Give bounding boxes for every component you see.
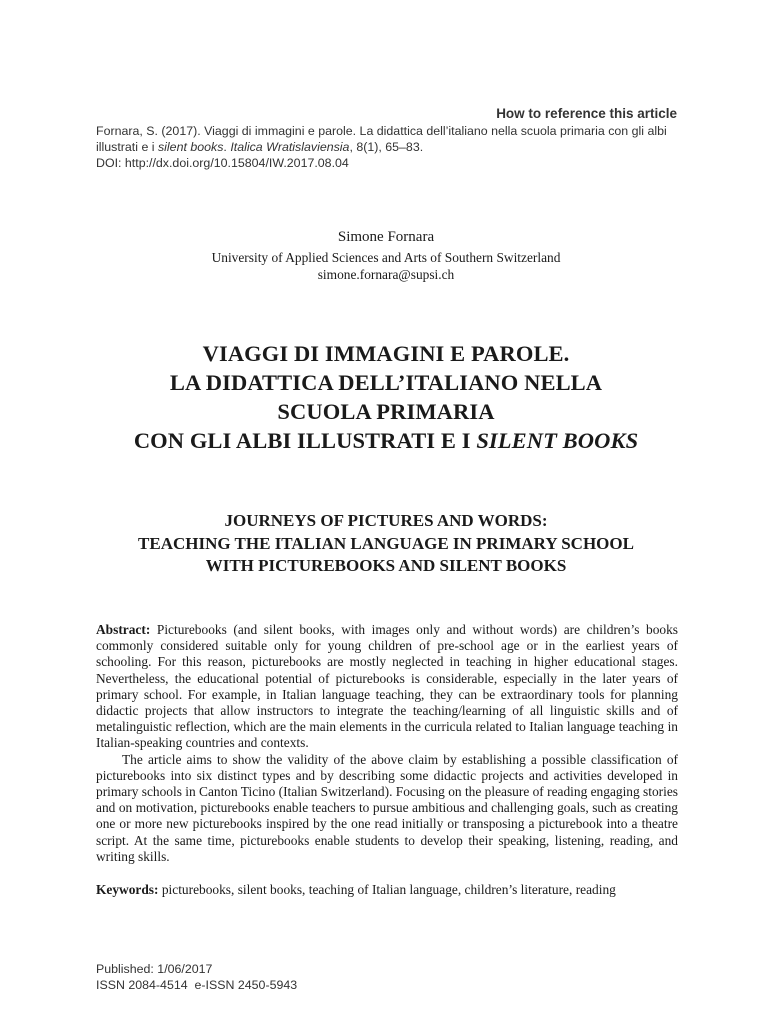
title-english bbox=[60, 510, 712, 578]
publication-info bbox=[96, 961, 297, 993]
author-affiliation: University of Applied Sciences and Arts of Southern Switzerland bbox=[211, 249, 561, 265]
title-it-line-1: VIAGGI DI IMMAGINI E PAROLE. bbox=[202, 341, 570, 366]
author-email[interactable]: simone.fornara@supsi.ch bbox=[317, 267, 455, 282]
keywords bbox=[96, 882, 678, 898]
title-en-line-1: JOURNEYS OF PICTURES AND WORDS: bbox=[224, 511, 548, 530]
title-it-line-4-italic: SILENT BOOKS bbox=[476, 428, 639, 453]
title-italian bbox=[60, 339, 712, 455]
title-it-line-4 bbox=[60, 426, 712, 455]
citation-text-3: , 8(1), 65–83. bbox=[349, 140, 424, 154]
citation-text-2: . bbox=[223, 140, 231, 154]
reference-heading: How to reference this article bbox=[496, 106, 677, 121]
title-en-line-3: WITH PICTUREBOOKS AND SILENT BOOKS bbox=[205, 556, 567, 575]
author-block bbox=[96, 229, 676, 284]
citation-text-1: Fornara, S. (2017). Viaggi di immagini e parole. La didattica dell’italiano nella scuola primaria con gli albi illustrati e i bbox=[96, 124, 667, 154]
title-en-line-2: TEACHING THE ITALIAN LANGUAGE IN PRIMARY SCHOOL bbox=[138, 533, 634, 553]
issn-line: ISSN 2084-4514 e-ISSN 2450-5943 bbox=[96, 978, 298, 992]
abstract-text-1: Picturebooks (and silent books, with images only and without words) are children’s books commonly considered suitable only for young children of pre-school age or in the earliest years of schooling. For this reason, picturebooks are mostly neglected in teaching in higher educational stages. Nevertheless, the educational potential of picturebooks is considerable, especially in the later years of primary school. For example, in Italian language teaching, they can be extraordinary tools for planning didactic projects that allow instructors to integrate the teaching/learning of all linguistic skills and of metalinguistic reflection, which are the main elements in the curricula related to Italian language teaching in Italian-speaking countries and contexts. bbox=[96, 622, 678, 751]
reference-doi[interactable]: DOI: http://dx.doi.org/10.15804/IW.2017.08.04 bbox=[96, 156, 349, 170]
published-date: Published: 1/06/2017 bbox=[96, 962, 213, 976]
title-it-line-2: LA DIDATTICA DELL’ITALIANO NELLA bbox=[169, 370, 603, 395]
abstract-paragraph-1 bbox=[96, 622, 678, 752]
title-it-line-3: SCUOLA PRIMARIA bbox=[277, 399, 495, 424]
title-it-line-4-prefix: CON GLI ALBI ILLUSTRATI E I bbox=[133, 428, 477, 453]
reference-citation-block bbox=[96, 123, 681, 171]
keywords-label: Keywords: bbox=[96, 882, 159, 897]
citation-journal: Italica Wratislaviensia bbox=[230, 140, 350, 154]
author-name: Simone Fornara bbox=[337, 229, 435, 245]
abstract bbox=[96, 622, 678, 865]
keywords-text: picturebooks, silent books, teaching of Italian language, children’s literature, reading bbox=[158, 882, 616, 897]
abstract-label: Abstract: bbox=[96, 622, 151, 637]
citation-italic-1: silent books bbox=[157, 140, 224, 154]
reference-citation bbox=[96, 123, 681, 155]
abstract-paragraph-2: The article aims to show the validity of the above claim by establishing a possible classification of picturebooks into six distinct types and by describing some didactic projects and activities developed in primary schools in Canton Ticino (Italian Switzerland). Focusing on the pleasure of reading engaging stories and on motivation, picturebooks enable teachers to pursue ambitious and challenging goals, such as creating one or more new picturebooks inspired by the one read initially or transposing a picturebook into a theatre script. At the same time, picturebooks enable students to develop their speaking, listening, reading, and writing skills. bbox=[96, 751, 679, 864]
